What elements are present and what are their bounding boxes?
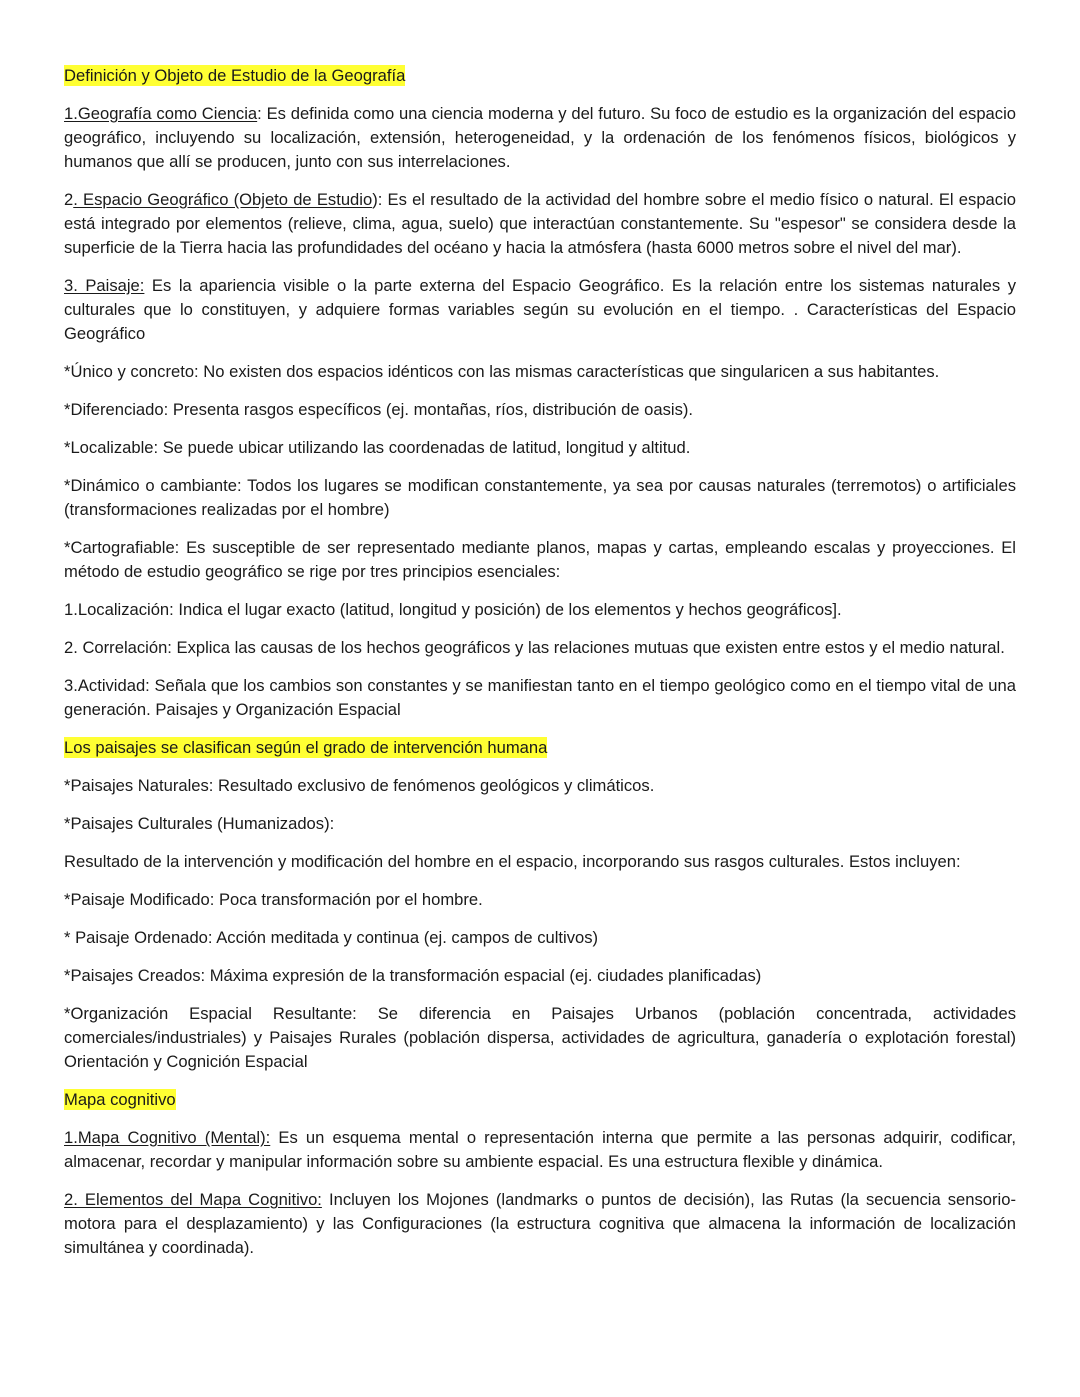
term-elementos-mapa: 2. Elementos del Mapa Cognitivo: xyxy=(64,1190,322,1209)
heading-paisajes xyxy=(64,736,1016,760)
principle-item: 2. Correlación: Explica las causas de los hechos geográficos y las relaciones mutuas que existen entre estos y el medio natural. xyxy=(64,638,1005,657)
highlighted-heading: Mapa cognitivo xyxy=(64,1090,176,1109)
paragraph-text: : Es definida como una ciencia moderna y del futuro. Su foco de estudio es la organización del espacio geográfico, incluyendo su localización, extensión, heterogeneidad, y la ordenación de los fenómenos físicos, biológicos y humanos que allí se producen, junto con sus interrelaciones. xyxy=(64,104,1016,171)
characteristic-item: *Cartografiable: Es susceptible de ser representado mediante planos, mapas y cartas, empleando escalas y proyecciones. El método de estudio geográfico se rige por tres principios esenciales: xyxy=(64,538,1016,581)
landscape-item: *Paisaje Modificado: Poca transformación por el hombre. xyxy=(64,890,483,909)
heading-definicion xyxy=(64,64,1016,88)
paragraph-elementos-mapa xyxy=(64,1188,1016,1260)
landscape-item: *Paisajes Creados: Máxima expresión de la transformación espacial (ej. ciudades planificadas) xyxy=(64,966,762,985)
landscape-item: *Paisajes Naturales: Resultado exclusivo de fenómenos geológicos y climáticos. xyxy=(64,776,655,795)
paragraph-paisaje xyxy=(64,274,1016,346)
paragraph-geografia-ciencia xyxy=(64,102,1016,174)
characteristic-item: *Localizable: Se puede ubicar utilizando las coordenadas de latitud, longitud y altitud. xyxy=(64,438,691,457)
heading-mapa-cognitivo xyxy=(64,1088,1016,1112)
document-page xyxy=(64,64,1016,1274)
paragraph-prefix: 2 xyxy=(64,190,74,209)
highlighted-heading: Definición y Objeto de Estudio de la Geografía xyxy=(64,66,406,85)
landscape-item: Resultado de la intervención y modificación del hombre en el espacio, incorporando sus rasgos culturales. Estos incluyen: xyxy=(64,852,961,871)
characteristic-item: *Único y concreto: No existen dos espacios idénticos con las mismas características que singularicen a sus habitantes. xyxy=(64,362,940,381)
paragraph-text: Es la apariencia visible o la parte externa del Espacio Geográfico. Es la relación entre los sistemas naturales y culturales que lo constituyen, y adquiere formas variables según su evolución en el tiempo. . Características del Espacio Geográfico xyxy=(64,276,1017,343)
paragraph-espacio-geografico xyxy=(64,188,1016,260)
landscape-item: * Paisaje Ordenado: Acción meditada y continua (ej. campos de cultivos) xyxy=(64,928,599,947)
term-espacio-geografico: . Espacio Geográfico (Objeto de Estudio xyxy=(73,190,373,209)
characteristic-item: *Dinámico o cambiante: Todos los lugares se modifican constantemente, ya sea por causas naturales (terremotos) o artificiales (transformaciones realizadas por el hombre) xyxy=(64,476,1016,519)
paragraph-text: ): Es el resultado de la actividad del hombre sobre el medio físico o natural. El espacio está integrado por elementos (relieve, clima, agua, suelo) que interactúan constantemente. Su "espesor" se considera desde la superficie de la Tierra hacia las profundidades del océano y hacia la atmósfera (hasta 6000 metros sobre el nivel del mar). xyxy=(64,190,1016,257)
paragraph-mapa-cognitivo xyxy=(64,1126,1016,1174)
paragraph-text: Incluyen los Mojones (landmarks o puntos de decisión), las Rutas (la secuencia sensorio-motora para el desplazamiento) y las Configuraciones (la estructura cognitiva que almacena la información de localización simultánea y coordinada). xyxy=(64,1190,1016,1257)
landscape-item: *Organización Espacial Resultante: Se diferencia en Paisajes Urbanos (población concentrada, actividades comerciales/industriales) y Paisajes Rurales (población dispersa, actividades de agricultura, ganadería o explotación forestal) Orientación y Cognición Espacial xyxy=(64,1004,1016,1071)
term-paisaje: 3. Paisaje: xyxy=(64,276,145,295)
term-mapa-cognitivo: 1.Mapa Cognitivo (Mental): xyxy=(64,1128,271,1147)
paragraph-text: Es un esquema mental o representación interna que permite a las personas adquirir, codificar, almacenar, recordar y manipular información sobre su ambiente espacial. Es una estructura flexible y dinámica. xyxy=(64,1128,1016,1171)
highlighted-heading: Los paisajes se clasifican según el grado de intervención humana xyxy=(64,738,548,757)
principle-item: 3.Actividad: Señala que los cambios son constantes y se manifiestan tanto en el tiempo geológico como en el tiempo vital de una generación. Paisajes y Organización Espacial xyxy=(64,676,1016,719)
characteristic-item: *Diferenciado: Presenta rasgos específicos (ej. montañas, ríos, distribución de oasis). xyxy=(64,400,694,419)
term-geografia-ciencia: 1.Geografía como Ciencia xyxy=(64,104,258,123)
landscape-item: *Paisajes Culturales (Humanizados): xyxy=(64,814,335,833)
principle-item: 1.Localización: Indica el lugar exacto (latitud, longitud y posición) de los elementos y hechos geográficos]. xyxy=(64,600,842,619)
